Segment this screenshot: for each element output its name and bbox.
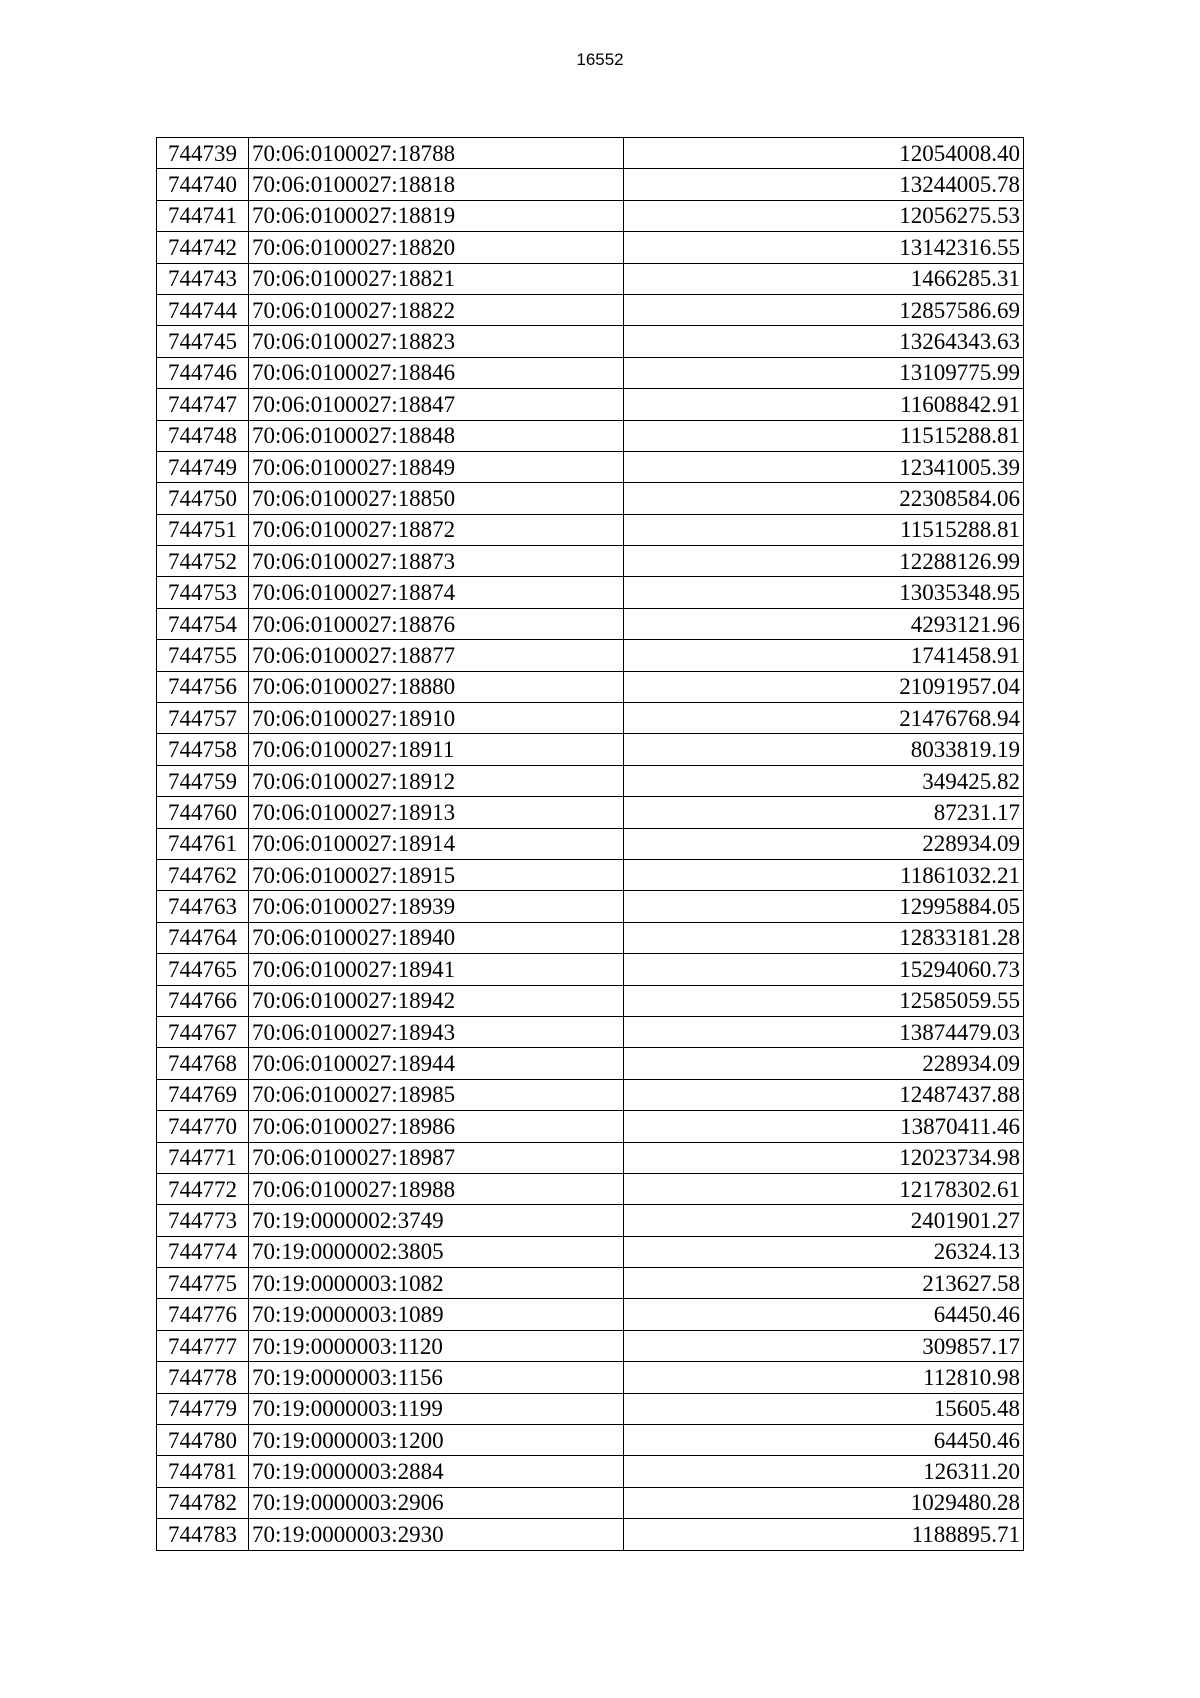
table-row [157,1205,1024,1236]
cadastral-number-cell: 70:06:0100027:18822 [249,294,624,325]
cadastral-value-cell: 21091957.04 [624,671,1024,702]
cadastral-value-cell: 126311.20 [624,1456,1024,1487]
cadastral-value-cell: 309857.17 [624,1330,1024,1361]
cadastral-value-cell: 228934.09 [624,1048,1024,1079]
cadastral-number-cell: 70:06:0100027:18988 [249,1173,624,1204]
row-number-cell: 744746 [157,357,249,388]
cadastral-number-cell: 70:06:0100027:18914 [249,828,624,859]
row-number-cell: 744774 [157,1236,249,1267]
table-row [157,357,1024,388]
table-row [157,420,1024,451]
cadastral-value-cell: 13264343.63 [624,326,1024,357]
cadastral-number-cell: 70:06:0100027:18910 [249,703,624,734]
row-number-cell: 744751 [157,514,249,545]
table-row [157,765,1024,796]
row-number-cell: 744754 [157,608,249,639]
cadastral-number-cell: 70:06:0100027:18847 [249,389,624,420]
table-row [157,1079,1024,1110]
cadastral-value-cell: 15605.48 [624,1393,1024,1424]
cadastral-number-cell: 70:06:0100027:18818 [249,169,624,200]
cadastral-value-cell: 1029480.28 [624,1487,1024,1518]
cadastral-number-cell: 70:06:0100027:18874 [249,577,624,608]
cadastral-value-cell: 8033819.19 [624,734,1024,765]
cadastral-value-cell: 12288126.99 [624,546,1024,577]
row-number-cell: 744777 [157,1330,249,1361]
table-row [157,1425,1024,1456]
cadastral-number-cell: 70:19:0000003:1156 [249,1362,624,1393]
row-number-cell: 744748 [157,420,249,451]
row-number-cell: 744760 [157,797,249,828]
cadastral-value-cell: 12054008.40 [624,138,1024,169]
cadastral-value-cell: 13870411.46 [624,1111,1024,1142]
cadastral-value-cell: 12487437.88 [624,1079,1024,1110]
cadastral-number-cell: 70:19:0000003:2884 [249,1456,624,1487]
row-number-cell: 744763 [157,891,249,922]
cadastral-number-cell: 70:06:0100027:18848 [249,420,624,451]
row-number-cell: 744781 [157,1456,249,1487]
table-row [157,389,1024,420]
cadastral-value-cell: 12995884.05 [624,891,1024,922]
row-number-cell: 744741 [157,200,249,231]
table-row [157,608,1024,639]
cadastral-number-cell: 70:19:0000003:2906 [249,1487,624,1518]
cadastral-value-cell: 12833181.28 [624,922,1024,953]
row-number-cell: 744768 [157,1048,249,1079]
row-number-cell: 744758 [157,734,249,765]
table-row [157,954,1024,985]
cadastral-number-cell: 70:06:0100027:18944 [249,1048,624,1079]
table-row [157,1173,1024,1204]
cadastral-value-cell: 11515288.81 [624,420,1024,451]
cadastral-value-cell: 13874479.03 [624,1016,1024,1047]
cadastral-value-cell: 13142316.55 [624,232,1024,263]
cadastral-value-cell: 1466285.31 [624,263,1024,294]
table-row [157,922,1024,953]
cadastral-number-cell: 70:06:0100027:18820 [249,232,624,263]
cadastral-number-cell: 70:19:0000003:1082 [249,1268,624,1299]
cadastral-number-cell: 70:19:0000003:1199 [249,1393,624,1424]
cadastral-number-cell: 70:06:0100027:18941 [249,954,624,985]
cadastral-number-cell: 70:06:0100027:18911 [249,734,624,765]
row-number-cell: 744772 [157,1173,249,1204]
cadastral-value-cell: 11861032.21 [624,859,1024,890]
cadastral-number-cell: 70:19:0000003:1089 [249,1299,624,1330]
table-row [157,703,1024,734]
table-row [157,1016,1024,1047]
table-row [157,1299,1024,1330]
cadastral-value-cell: 64450.46 [624,1299,1024,1330]
cadastral-number-cell: 70:19:0000003:2930 [249,1519,624,1550]
cadastral-value-cell: 15294060.73 [624,954,1024,985]
table-row [157,1236,1024,1267]
cadastral-value-cell: 12585059.55 [624,985,1024,1016]
cadastral-number-cell: 70:19:0000002:3805 [249,1236,624,1267]
table-row [157,451,1024,482]
cadastral-number-cell: 70:06:0100027:18821 [249,263,624,294]
table-row [157,1268,1024,1299]
cadastral-value-cell: 13035348.95 [624,577,1024,608]
row-number-cell: 744761 [157,828,249,859]
table-row [157,891,1024,922]
cadastral-number-cell: 70:06:0100027:18942 [249,985,624,1016]
row-number-cell: 744767 [157,1016,249,1047]
table-row [157,734,1024,765]
cadastral-value-cell: 228934.09 [624,828,1024,859]
cadastral-value-cell: 349425.82 [624,765,1024,796]
cadastral-value-cell: 11515288.81 [624,514,1024,545]
row-number-cell: 744773 [157,1205,249,1236]
row-number-cell: 744744 [157,294,249,325]
table-row [157,169,1024,200]
row-number-cell: 744762 [157,859,249,890]
cadastral-number-cell: 70:06:0100027:18940 [249,922,624,953]
cadastral-value-cell: 213627.58 [624,1268,1024,1299]
cadastral-value-cell: 22308584.06 [624,483,1024,514]
table-row [157,514,1024,545]
cadastral-number-cell: 70:06:0100027:18873 [249,546,624,577]
cadastral-number-cell: 70:06:0100027:18943 [249,1016,624,1047]
table-row [157,797,1024,828]
table-row [157,577,1024,608]
cadastral-number-cell: 70:06:0100027:18788 [249,138,624,169]
table-row [157,640,1024,671]
row-number-cell: 744766 [157,985,249,1016]
cadastral-value-cell: 12056275.53 [624,200,1024,231]
table-row [157,1456,1024,1487]
table-row [157,546,1024,577]
row-number-cell: 744783 [157,1519,249,1550]
cadastral-value-cell: 12341005.39 [624,451,1024,482]
table-row [157,671,1024,702]
table-row [157,1142,1024,1173]
cadastral-number-cell: 70:06:0100027:18819 [249,200,624,231]
cadastral-number-cell: 70:06:0100027:18912 [249,765,624,796]
row-number-cell: 744755 [157,640,249,671]
cadastral-value-cell: 64450.46 [624,1425,1024,1456]
row-number-cell: 744770 [157,1111,249,1142]
table-row [157,859,1024,890]
row-number-cell: 744771 [157,1142,249,1173]
cadastral-value-cell: 26324.13 [624,1236,1024,1267]
cadastral-number-cell: 70:19:0000003:1120 [249,1330,624,1361]
cadastral-value-cell: 12857586.69 [624,294,1024,325]
row-number-cell: 744750 [157,483,249,514]
row-number-cell: 744769 [157,1079,249,1110]
row-number-cell: 744756 [157,671,249,702]
cadastral-value-cell: 21476768.94 [624,703,1024,734]
row-number-cell: 744742 [157,232,249,263]
table-row [157,1393,1024,1424]
table-row [157,1111,1024,1142]
cadastral-value-cell: 87231.17 [624,797,1024,828]
table-row [157,232,1024,263]
cadastral-number-cell: 70:06:0100027:18986 [249,1111,624,1142]
cadastral-number-cell: 70:19:0000002:3749 [249,1205,624,1236]
row-number-cell: 744739 [157,138,249,169]
cadastral-number-cell: 70:06:0100027:18985 [249,1079,624,1110]
cadastral-number-cell: 70:06:0100027:18987 [249,1142,624,1173]
table-row [157,326,1024,357]
row-number-cell: 744749 [157,451,249,482]
cadastral-number-cell: 70:19:0000003:1200 [249,1425,624,1456]
cadastral-number-cell: 70:06:0100027:18939 [249,891,624,922]
cadastral-value-cell: 1188895.71 [624,1519,1024,1550]
cadastral-value-cell: 11608842.91 [624,389,1024,420]
row-number-cell: 744765 [157,954,249,985]
cadastral-number-cell: 70:06:0100027:18850 [249,483,624,514]
cadastral-number-cell: 70:06:0100027:18872 [249,514,624,545]
row-number-cell: 744752 [157,546,249,577]
row-number-cell: 744759 [157,765,249,796]
row-number-cell: 744764 [157,922,249,953]
cadastral-number-cell: 70:06:0100027:18849 [249,451,624,482]
cadastral-value-cell: 1741458.91 [624,640,1024,671]
row-number-cell: 744745 [157,326,249,357]
table-row [157,985,1024,1016]
table-row [157,200,1024,231]
table-row [157,294,1024,325]
table-row [157,138,1024,169]
row-number-cell: 744775 [157,1268,249,1299]
cadastral-number-cell: 70:06:0100027:18880 [249,671,624,702]
cadastral-number-cell: 70:06:0100027:18823 [249,326,624,357]
row-number-cell: 744747 [157,389,249,420]
cadastral-number-cell: 70:06:0100027:18877 [249,640,624,671]
table-row [157,483,1024,514]
table-row [157,828,1024,859]
cadastral-value-cell: 4293121.96 [624,608,1024,639]
cadastral-value-cell: 112810.98 [624,1362,1024,1393]
cadastral-value-table [156,137,1024,1551]
page-number: 16552 [576,50,624,69]
row-number-cell: 744782 [157,1487,249,1518]
cadastral-value-cell: 13244005.78 [624,169,1024,200]
row-number-cell: 744780 [157,1425,249,1456]
row-number-cell: 744779 [157,1393,249,1424]
cadastral-number-cell: 70:06:0100027:18915 [249,859,624,890]
row-number-cell: 744778 [157,1362,249,1393]
cadastral-number-cell: 70:06:0100027:18913 [249,797,624,828]
cadastral-number-cell: 70:06:0100027:18876 [249,608,624,639]
table-row [157,1330,1024,1361]
table-row [157,1487,1024,1518]
row-number-cell: 744757 [157,703,249,734]
row-number-cell: 744740 [157,169,249,200]
table-row [157,1362,1024,1393]
table-body [157,138,1024,1551]
cadastral-value-cell: 12178302.61 [624,1173,1024,1204]
table-row [157,263,1024,294]
cadastral-number-cell: 70:06:0100027:18846 [249,357,624,388]
row-number-cell: 744753 [157,577,249,608]
row-number-cell: 744743 [157,263,249,294]
row-number-cell: 744776 [157,1299,249,1330]
cadastral-value-cell: 12023734.98 [624,1142,1024,1173]
cadastral-value-cell: 2401901.27 [624,1205,1024,1236]
table-row [157,1519,1024,1550]
cadastral-value-cell: 13109775.99 [624,357,1024,388]
table-row [157,1048,1024,1079]
